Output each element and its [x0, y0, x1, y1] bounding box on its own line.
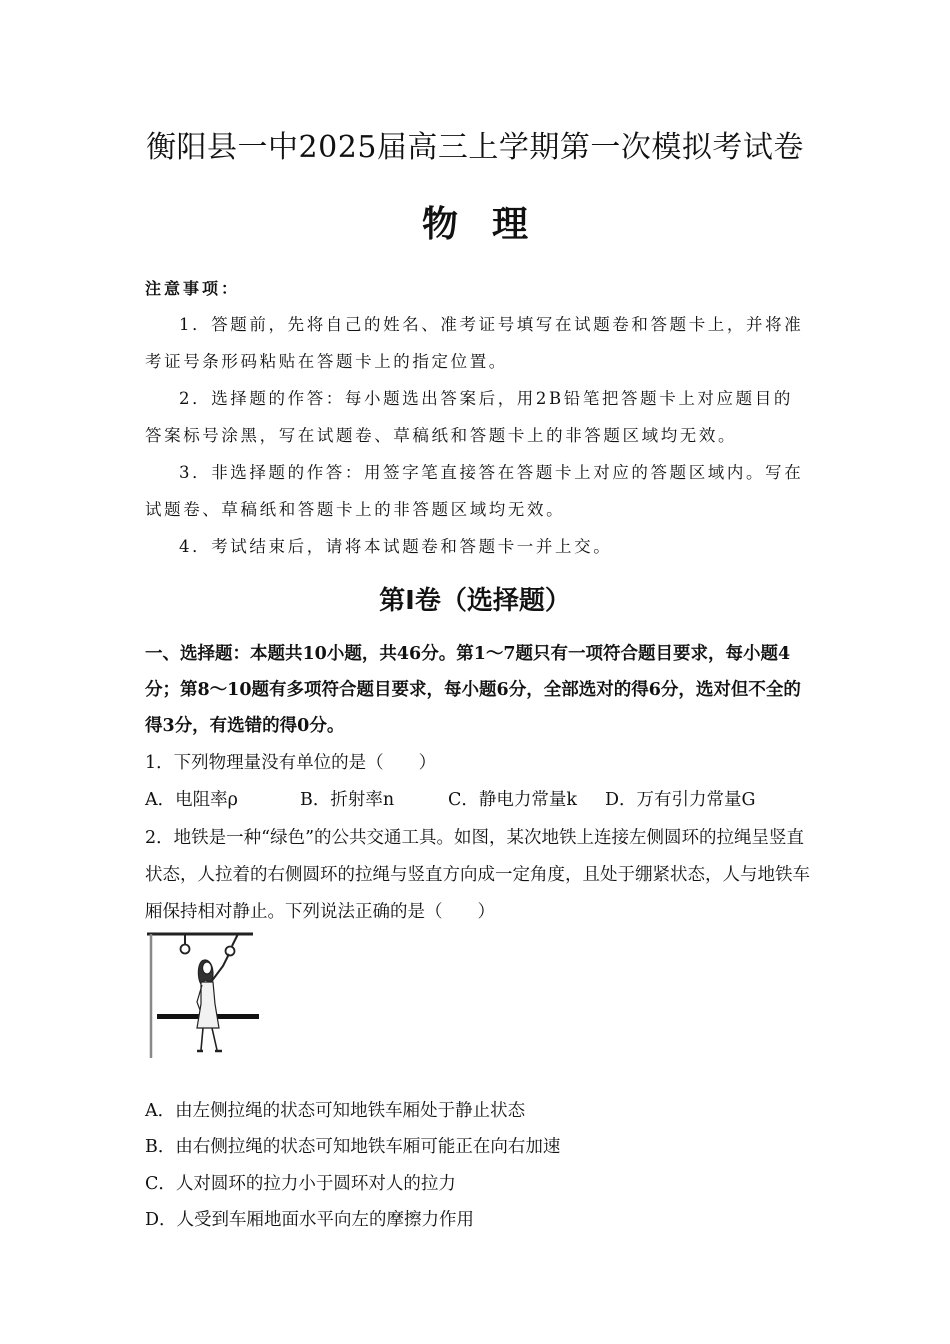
question-2-stem: 2．地铁是一种“绿色”的公共交通工具。如图，某次地铁上连接左侧圆环的拉绳呈竖直状态，人拉着的右侧圆环的拉绳与竖直方向成一定角度，且处于绷紧状态，人与地铁车厢保持相对静止。下列说法正确的是（ ）	[145, 828, 810, 922]
question-2-option-c: C．人对圆环的拉力小于圆环对人的拉力	[145, 1174, 456, 1194]
notice-heading: 注意事项：	[145, 279, 241, 298]
question-1-stem: 1．下列物理量没有单位的是（ ）	[145, 753, 437, 773]
notice-item-1: 1．答题前，先将自己的姓名、准考证号填写在试题卷和答题卡上，并将准考证号条形码粘贴在答题卡上的指定位置。	[145, 315, 804, 371]
section-instructions: 一、选择题：本题共10小题，共46分。第1～7题只有一项符合题目要求，每小题4分；第8～10题有多项符合题目要求，每小题6分，全部选对的得6分，选对但不全的得3分，有选错的得0分。	[145, 644, 801, 736]
right-strap	[232, 934, 238, 946]
notice-item-3: 3．非选择题的作答：用签字笔直接答在答题卡上对应的答题区域内。写在试题卷、草稿纸和答题卡上的非答题区域均无效。	[145, 463, 804, 519]
notice-item-4: 4．考试结束后，请将本试题卷和答题卡一并上交。	[179, 537, 613, 556]
question-1-option-b: B．折射率n	[300, 790, 395, 810]
right-ring	[226, 947, 235, 956]
question-1-option-c: C．静电力常量k	[448, 790, 577, 810]
left-ring	[181, 945, 190, 954]
question-1-options	[145, 783, 756, 818]
section-title: 第Ⅰ卷（选择题）	[379, 586, 571, 616]
subject-title: 物理	[421, 204, 562, 245]
woman-figure	[197, 954, 229, 1051]
question-2-option-b: B．由右侧拉绳的状态可知地铁车厢可能正在向右加速	[145, 1137, 561, 1157]
subway-figure	[145, 930, 260, 1060]
question-2-option-a: A．由左侧拉绳的状态可知地铁车厢处于静止状态	[145, 1101, 526, 1121]
notice-item-2: 2．选择题的作答：每小题选出答案后，用2B铅笔把答题卡上对应题目的答案标号涂黑，写在试题卷、草稿纸和答题卡上的非答题区域均无效。	[145, 389, 793, 445]
question-1-option-d: D．万有引力常量G	[605, 790, 756, 810]
exam-title: 衡阳县一中2025届高三上学期第一次模拟考试卷	[146, 130, 804, 165]
question-1-option-a: A．电阻率ρ	[145, 790, 238, 810]
question-2-option-d: D．人受到车厢地面水平向左的摩擦力作用	[145, 1210, 475, 1230]
